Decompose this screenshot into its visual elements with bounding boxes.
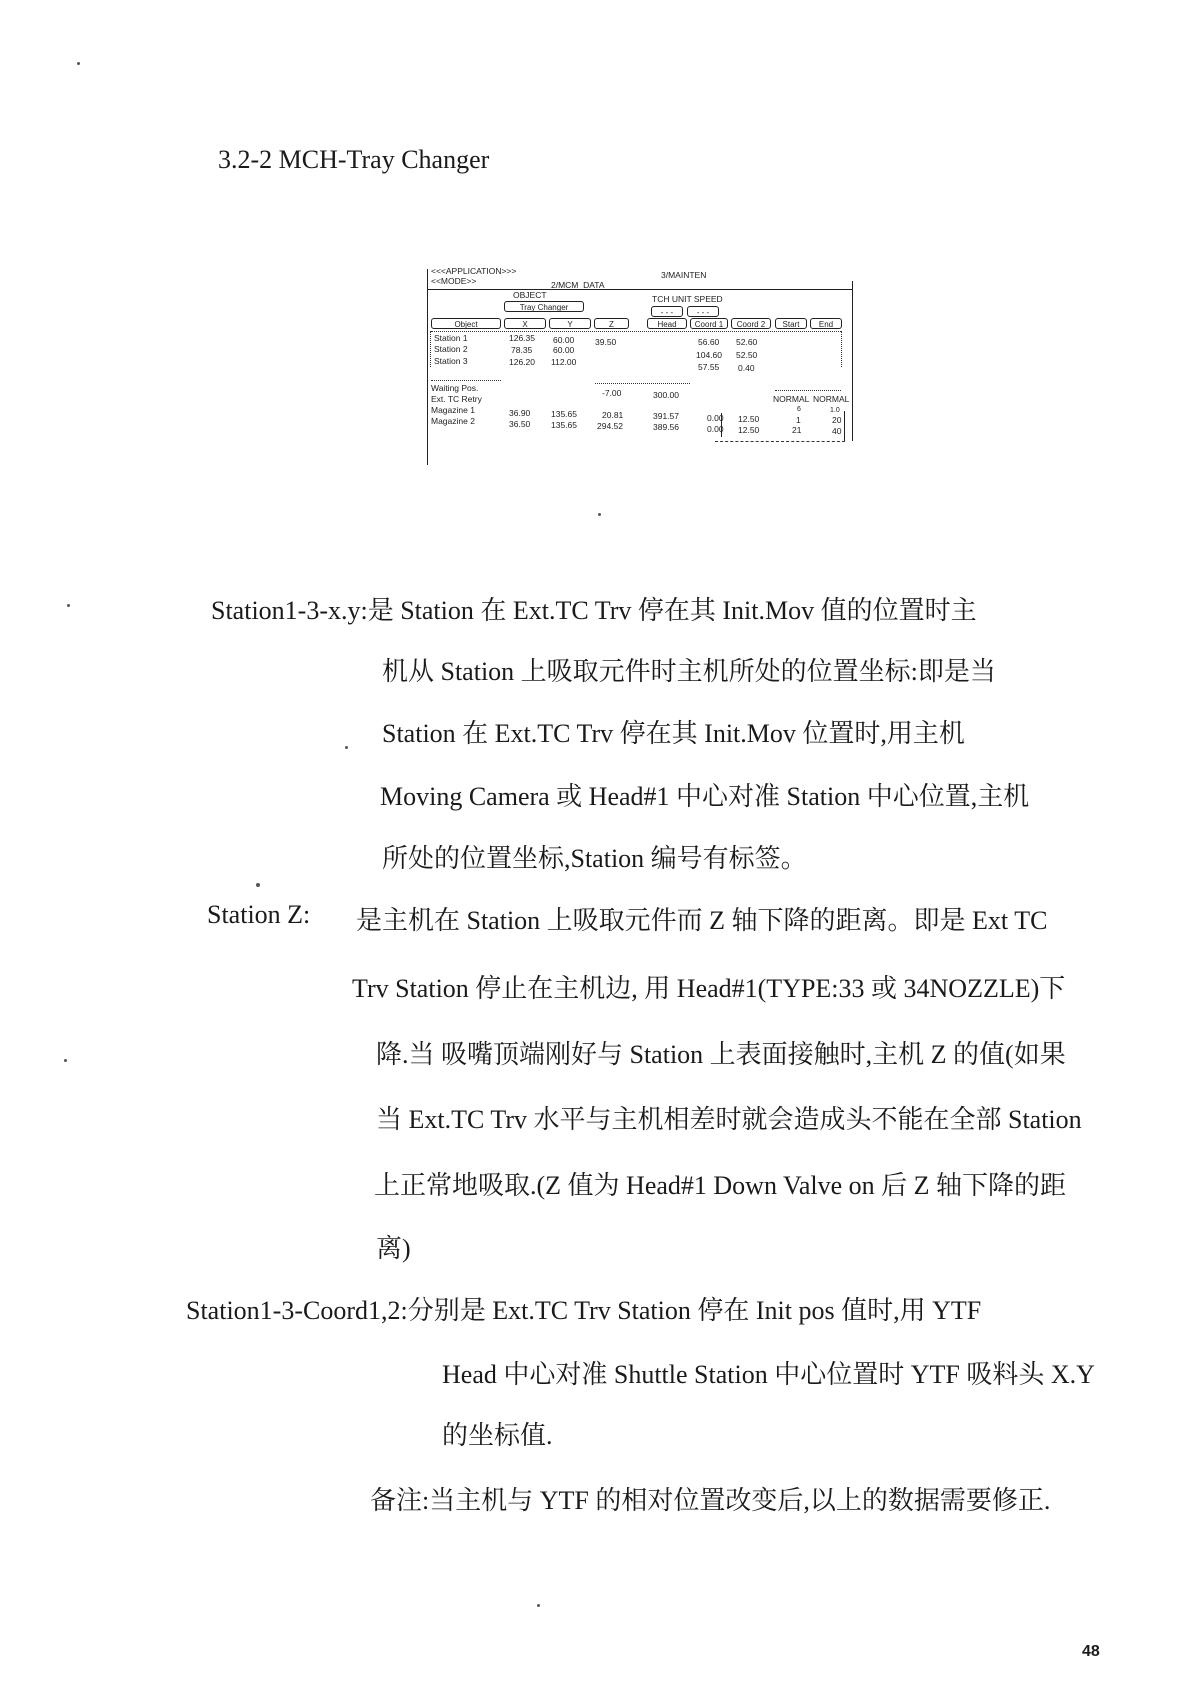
object-value-button[interactable]: Tray Changer	[504, 301, 584, 312]
station-x[interactable]: 126.35	[509, 333, 535, 343]
paragraph-line: Head 中心对准 Shuttle Station 中心位置时 YTF 吸料头 X.Y	[442, 1360, 1095, 1389]
coord1-column-button[interactable]: Coord 1	[690, 318, 728, 329]
page-number: 48	[1082, 1643, 1100, 1660]
paragraph-line: 上正常地吸取.(Z 值为 Head#1 Down Valve on 后 Z 轴下降的距	[374, 1171, 1067, 1200]
paragraph-station-z: 是主机在 Station 上吸取元件而 Z 轴下降的距离。即是 Ext TC	[356, 906, 1048, 935]
scan-speck	[598, 513, 601, 516]
mcm-data-tab[interactable]: 2/MCM_DATA	[551, 280, 605, 290]
station-y[interactable]: 112.00	[551, 357, 577, 367]
scan-speck	[67, 604, 70, 607]
dotted-separator	[775, 390, 841, 391]
station-coord2[interactable]: 0.40	[738, 363, 755, 373]
mode-label: <<MODE>>	[431, 276, 477, 286]
magazine-c[interactable]: 21	[792, 425, 802, 435]
paragraph-line: Moving Camera 或 Head#1 中心对准 Station 中心位置,主机	[380, 782, 1030, 811]
magazine-y[interactable]: 135.65	[551, 420, 577, 430]
waiting-pos-label: Waiting Pos.	[431, 383, 479, 393]
object-column-button[interactable]: Object	[431, 318, 501, 329]
magazine-z[interactable]: 294.52	[597, 421, 623, 431]
object-label: OBJECT	[513, 290, 547, 300]
dotted-separator	[431, 380, 501, 381]
station-x[interactable]: 126.20	[509, 357, 535, 367]
dashed-separator	[715, 441, 845, 442]
right-frame-line	[852, 281, 853, 441]
speed-button-1[interactable]: - - -	[651, 306, 683, 317]
paragraph-note: 备注:当主机与 YTF 的相对位置改变后,以上的数据需要修正.	[370, 1486, 1051, 1515]
magazine-c[interactable]: 1	[796, 415, 801, 425]
magazine-a[interactable]: 0.00	[707, 424, 724, 434]
paragraph-line: Station 在 Ext.TC Trv 停在其 Init.Mov 位置时,用主机	[382, 719, 965, 748]
mcm-data-screenshot	[425, 265, 855, 477]
magazine-field-bracket	[721, 413, 722, 437]
maintenance-tab[interactable]: 3/MAINTEN	[661, 270, 707, 280]
scan-speck	[77, 62, 80, 65]
scan-speck	[345, 746, 348, 749]
station-coord1[interactable]: 56.60	[698, 337, 720, 347]
top-frame-line	[427, 289, 853, 290]
start-column-button[interactable]: Start	[775, 318, 807, 329]
small-top-value: 1.0	[830, 407, 840, 414]
dotted-left-edge	[430, 331, 431, 367]
paragraph-line: Trv Station 停止在主机边, 用 Head#1(TYPE:33 或 34NOZZLE)下	[352, 974, 1066, 1003]
paragraph-line: 机从 Station 上吸取元件时主机所处的位置坐标:即是当	[382, 657, 996, 686]
station-coord2[interactable]: 52.60	[736, 337, 758, 347]
magazine-x[interactable]: 36.50	[509, 419, 531, 429]
magazine-b[interactable]: 12.50	[738, 414, 760, 424]
scan-speck	[64, 1059, 67, 1062]
y-column-button[interactable]: Y	[549, 318, 591, 329]
paragraph-station-xy: Station1-3-x.y:是 Station 在 Ext.TC Trv 停在其 Init.Mov 值的位置时主	[211, 596, 977, 625]
magazine-b[interactable]: 12.50	[738, 425, 760, 435]
paragraph-line: 当 Ext.TC Trv 水平与主机相差时就会造成头不能在全部 Station	[376, 1105, 1082, 1134]
magazine-d[interactable]: 40	[832, 426, 842, 436]
left-frame-line	[427, 269, 428, 465]
application-label: <<<APPLICATION>>>	[431, 266, 517, 276]
magazine-field-bracket	[844, 411, 845, 441]
head-column-button[interactable]: Head	[647, 318, 687, 329]
magazine-a[interactable]: 0.00	[707, 413, 724, 423]
coord2-column-button[interactable]: Coord 2	[731, 318, 771, 329]
x-column-button[interactable]: X	[504, 318, 546, 329]
magazine-d[interactable]: 20	[832, 415, 842, 425]
station-name: Station 1	[434, 333, 468, 343]
scan-speck	[256, 883, 260, 887]
paragraph-line: 离)	[376, 1234, 411, 1263]
station-z[interactable]: 39.50	[595, 337, 617, 347]
magazine-x[interactable]: 36.90	[509, 408, 531, 418]
paragraph-line: 的坐标值.	[442, 1421, 553, 1450]
normal-label-1: NORMAL	[773, 394, 810, 404]
scan-speck	[537, 1604, 540, 1607]
magazine-r[interactable]: 389.56	[653, 422, 679, 432]
magazine-name: Magazine 1	[431, 405, 475, 415]
station-x[interactable]: 78.35	[511, 345, 533, 355]
magazine-name: Magazine 2	[431, 416, 475, 426]
dotted-separator	[595, 383, 690, 384]
section-heading: 3.2-2 MCH-Tray Changer	[218, 145, 490, 174]
station-name: Station 3	[434, 356, 468, 366]
magazine-z[interactable]: 20.81	[602, 410, 624, 420]
station-coord2[interactable]: 52.50	[736, 350, 758, 360]
z-column-button[interactable]: Z	[594, 318, 629, 329]
dotted-right-edge	[841, 331, 842, 367]
station-coord1[interactable]: 104.60	[696, 350, 722, 360]
dotted-separator	[431, 331, 841, 332]
waiting-z-value[interactable]: -7.00	[602, 388, 622, 398]
paragraph-station-coord: Station1-3-Coord1,2:分别是 Ext.TC Trv Station 停在 Init pos 值时,用 YTF	[186, 1296, 982, 1325]
normal-label-2: NORMAL	[813, 394, 850, 404]
station-z-label: Station Z:	[207, 900, 311, 929]
small-top-value: 6	[797, 406, 801, 413]
ext-tc-retry-label: Ext. TC Retry	[431, 394, 482, 404]
end-column-button[interactable]: End	[810, 318, 842, 329]
station-y[interactable]: 60.00	[553, 345, 575, 355]
station-coord1[interactable]: 57.55	[698, 362, 720, 372]
paragraph-line: 所处的位置坐标,Station 编号有标签。	[382, 844, 807, 873]
speed-button-2[interactable]: - - -	[687, 306, 719, 317]
waiting-r-value[interactable]: 300.00	[653, 390, 679, 400]
magazine-r[interactable]: 391.57	[653, 411, 679, 421]
station-y[interactable]: 60.00	[553, 335, 575, 345]
paragraph-line: 降.当 吸嘴顶端刚好与 Station 上表面接触时,主机 Z 的值(如果	[376, 1040, 1066, 1069]
tch-unit-speed-label: TCH UNIT SPEED	[652, 294, 723, 304]
magazine-y[interactable]: 135.65	[551, 409, 577, 419]
station-name: Station 2	[434, 344, 468, 354]
